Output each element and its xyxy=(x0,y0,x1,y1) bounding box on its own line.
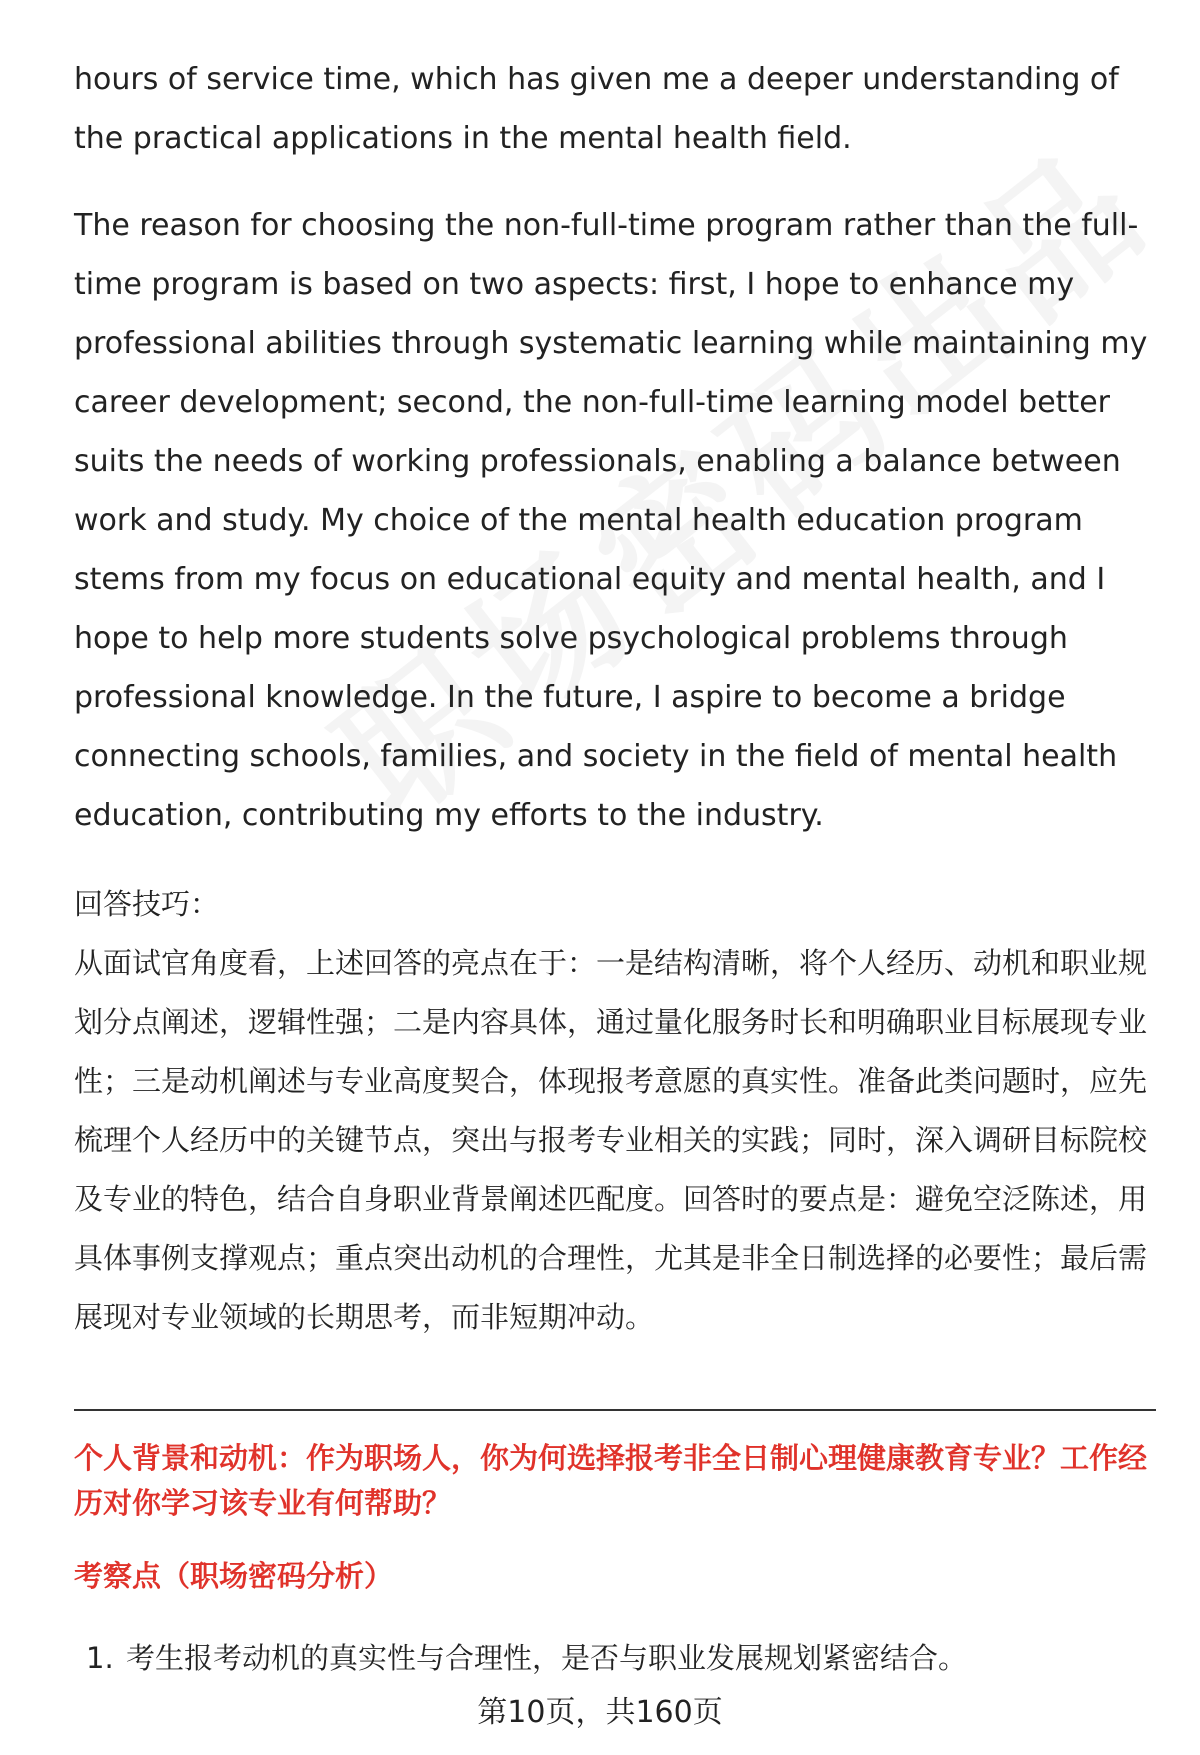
tips-heading: 回答技巧： xyxy=(74,887,220,921)
tips-body: 从面试官角度看，上述回答的亮点在于：一是结构清晰，将个人经历、动机和职业规划分点阐述，逻辑性强；二是内容具体，通过量化服务时长和明确职业目标展现专业性；三是动机阐述与专业高度契合，体现报考意愿的真实性。准备此类问题时，应先梳理个人经历中的关键节点，突出与报考专业相关的实践；同时，深入调研目标院校及专业的特色，结合自身职业背景阐述匹配度。回答时的要点是：避免空泛陈述，用具体事例支撑观点；重点突出动机的合理性，尤其是非全日制选择的必要性；最后需展现对专业领域的长期思考，而非短期冲动。 xyxy=(74,946,1148,1334)
list-item-text: 考生报考动机的真实性与合理性，是否与职业发展规划紧密结合。 xyxy=(126,1641,968,1675)
section-divider xyxy=(74,1409,1156,1411)
list-item xyxy=(86,1636,1146,1681)
page-number: 第10页，共160页 xyxy=(477,1695,723,1730)
question-title: 个人背景和动机：作为职场人，你为何选择报考非全日制心理健康教育专业？工作经历对你学习该专业有何帮助？ xyxy=(74,1441,1148,1520)
section-heading: 考察点（职场密码分析） xyxy=(74,1559,394,1593)
paragraph-2: The reason for choosing the non-full-time program rather than the full-time program is based on two aspects: first, I hope to enhance my professional abilities through systematic learning while maintaining my career development; second, the non-full-time learning model better suits the needs of working professionals, enabling a balance between work and study. My choice of the mental health education program stems from my focus on educational equity and mental health, and I hope to help more students solve psychological problems through professional knowledge. In the future, I aspire to become a bridge connecting schools, families, and society in the field of mental health education, contributing my efforts to the industry. xyxy=(74,208,1148,833)
list-item-number: 1. xyxy=(86,1641,114,1675)
paragraph-1: hours of service time, which has given me a deeper understanding of the practical applications in the mental health field. xyxy=(74,62,1119,156)
document-body xyxy=(74,50,1164,1347)
